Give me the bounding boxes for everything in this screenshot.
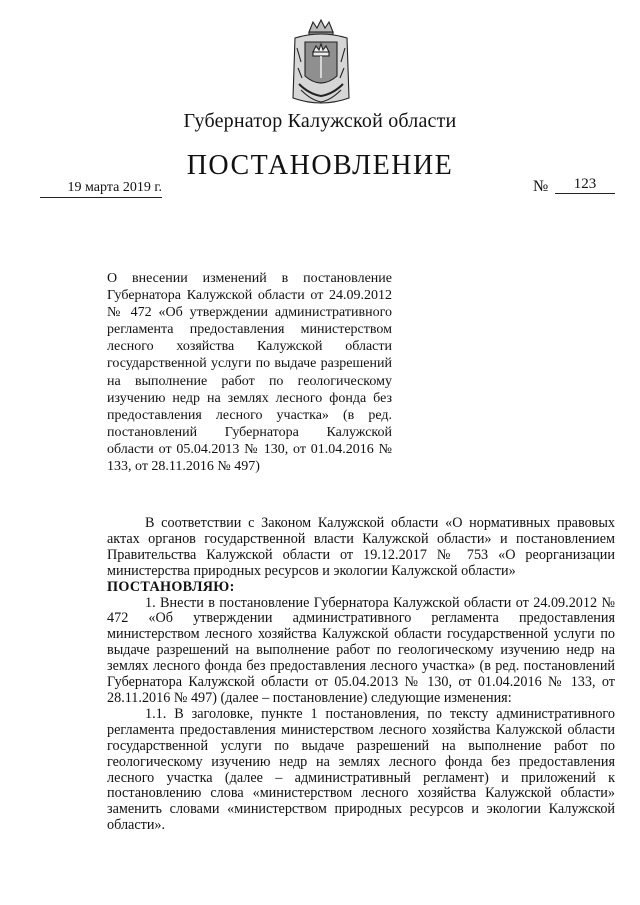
document-date: 19 марта 2019 г. [40,180,162,198]
number-label: № [533,178,549,195]
issuer-title: Губернатор Калужской области [183,110,457,132]
document-body [107,516,615,834]
document-subject: О внесении изменений в постановление Губернатора Калужской области от 24.09.2012 № 472 «Об утверждении административного регламента предоставления министерством лесного хозяйства Калужской области государственной услуги по выдаче разрешений на выполнение работ по геологическому изучению недр на землях лесного фонда без предоставления лесного участка» (в ред. постановлений Губернатора Калужской области от 05.04.2013 № 130, от 01.04.2016 № 133, от 28.11.2016 № 497) [107,271,392,475]
item-1-1-paragraph: 1.1. В заголовке, пункте 1 постановления, по тексту административного регламента предоставления министерством лесного хозяйства Калужской области государственной услуги по выдаче разрешений на выполнение работ по геологическому изучению недр на землях лесного фонда без предоставления лесного участка (далее – административный регламент) и приложений к постановлению слова «министерством лесного хозяйства Калужской области» заменить словами «министерством природных ресурсов и экологии Калужской области». [107,705,615,834]
document-number: 123 [555,176,615,194]
document-type-title: ПОСТАНОВЛЕНИЕ [186,150,454,181]
preamble-paragraph: В соответствии с Законом Калужской области «О нормативных правовых актах органов государственной власти Калужской области» и постановлением Правительства Калужской области от 19.12.2017 № 753 «О реорганизации министерства природных ресурсов и экологии Калужской области» [107,515,615,579]
item-1-paragraph: 1. Внести в постановление Губернатора Калужской области от 24.09.2012 № 472 «Об утверждении административного регламента предоставления министерством лесного хозяйства Калужской области государственной услуги по выдаче разрешений на выполнение работ по геологическому изучению недр на землях лесного фонда без предоставления лесного участка» (в ред. постановлений Губернатора Калужской области от 05.04.2013 № 130, от 01.04.2016 № 133, от 28.11.2016 № 497) (далее – постановление) следующие изменения: [107,594,615,706]
resolve-heading: ПОСТАНОВЛЯЮ: [107,578,235,595]
coat-of-arms-icon [289,18,353,106]
